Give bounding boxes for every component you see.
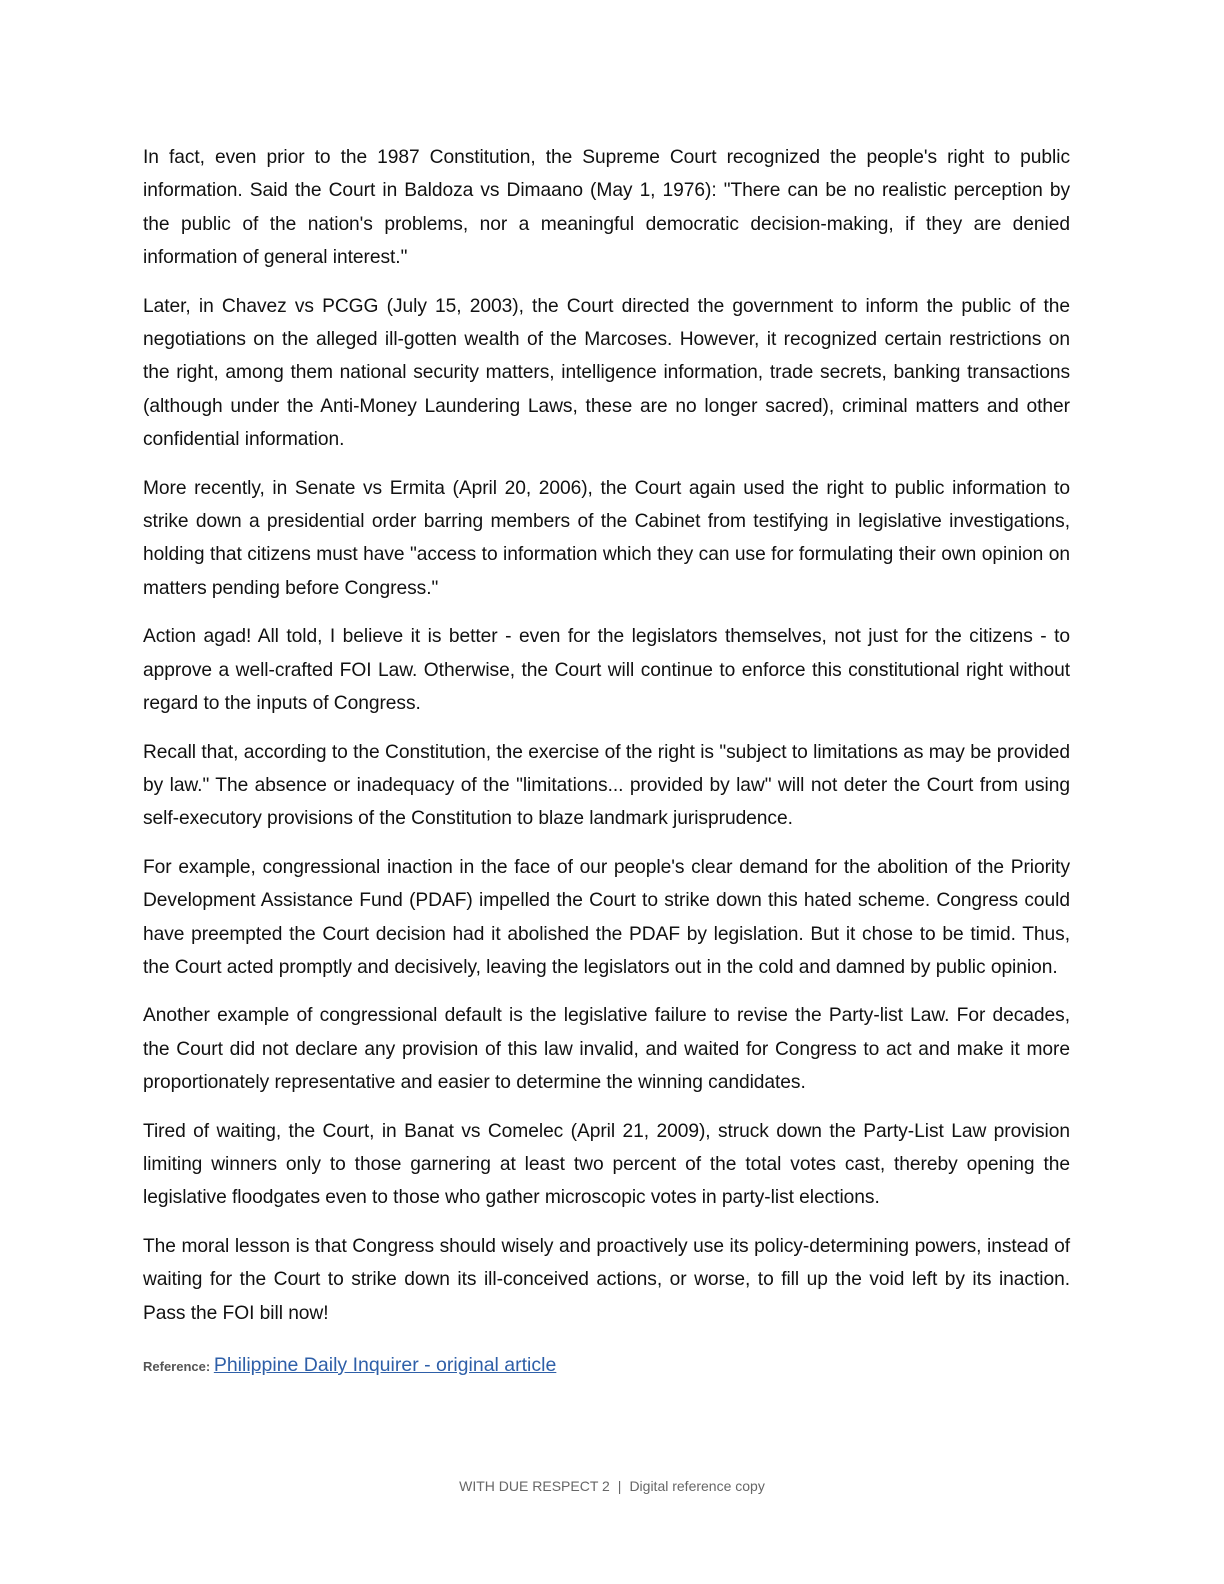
reference-line [143,1350,1070,1382]
footer-separator: | [617,1478,622,1494]
paragraph-4: Action agad! All told, I believe it is better - even for the legislators themselves, not just for the citizens - to approve a well-crafted FOI Law. Otherwise, the Court will continue to enforce this constitutional right without regard to the inputs of Congress. [143,626,1070,715]
paragraph-6: For example, congressional inaction in the face of our people's clear demand for the abolition of the Priority Development Assistance Fund (PDAF) impelled the Court to strike down this hated scheme. Congress could have preempted the Court decision had it abolished the PDAF by legislation. But it chose to be timid. Thus, the Court acted promptly and decisively, leaving the legislators out in the cold and damned by public opinion. [143,856,1070,978]
paragraph-9: The moral lesson is that Congress should wisely and proactively use its policy-determining powers, instead of waiting for the Court to strike down its ill-conceived actions, or worse, to fill up the void left by its inaction. Pass the FOI bill now! [143,1235,1070,1324]
footer-title: WITH DUE RESPECT 2 [459,1478,610,1494]
reference-link[interactable]: Philippine Daily Inquirer - original article [213,1354,557,1376]
article-body [143,141,1070,1382]
paragraph-5: Recall that, according to the Constitution, the exercise of the right is "subject to limitations as may be provided by law." The absence or inadequacy of the "limitations... provided by law" will not deter the Court from using self-executory provisions of the Constitution to blaze landmark jurisprudence. [143,741,1070,830]
paragraph-7: Another example of congressional default is the legislative failure to revise the Party-list Law. For decades, the Court did not declare any provision of this law invalid, and waited for Congress to act and make it more proportionately representative and easier to determine the winning candidates. [143,1005,1070,1094]
paragraph-8: Tired of waiting, the Court, in Banat vs Comelec (April 21, 2009), struck down the Party-List Law provision limiting winners only to those garnering at least two percent of the total votes cast, thereby opening the legislative floodgates even to those who gather microscopic votes in party-list elections. [143,1120,1070,1209]
paragraph-3: More recently, in Senate vs Ermita (April 20, 2006), the Court again used the right to public information to strike down a presidential order barring members of the Cabinet from testifying in legislative investigations, holding that citizens must have "access to information which they can use for formulating their own opinion on matters pending before Congress." [143,477,1070,599]
page-footer [0,1478,1224,1494]
paragraph-2: Later, in Chavez vs PCGG (July 15, 2003), the Court directed the government to inform the public of the negotiations on the alleged ill-gotten wealth of the Marcoses. However, it recognized certain restrictions on the right, among them national security matters, intelligence information, trade secrets, banking transactions (although under the Anti-Money Laundering Laws, these are no longer sacred), criminal matters and other confidential information. [143,295,1070,451]
reference-label: Reference: [143,1359,211,1374]
footer-note: Digital reference copy [629,1478,765,1494]
paragraph-1: In fact, even prior to the 1987 Constitution, the Supreme Court recognized the people's right to public information. Said the Court in Baldoza vs Dimaano (May 1, 1976): "There can be no realistic perception by the public of the nation's problems, nor a meaningful democratic decision-making, if they are denied information of general interest." [143,147,1070,269]
